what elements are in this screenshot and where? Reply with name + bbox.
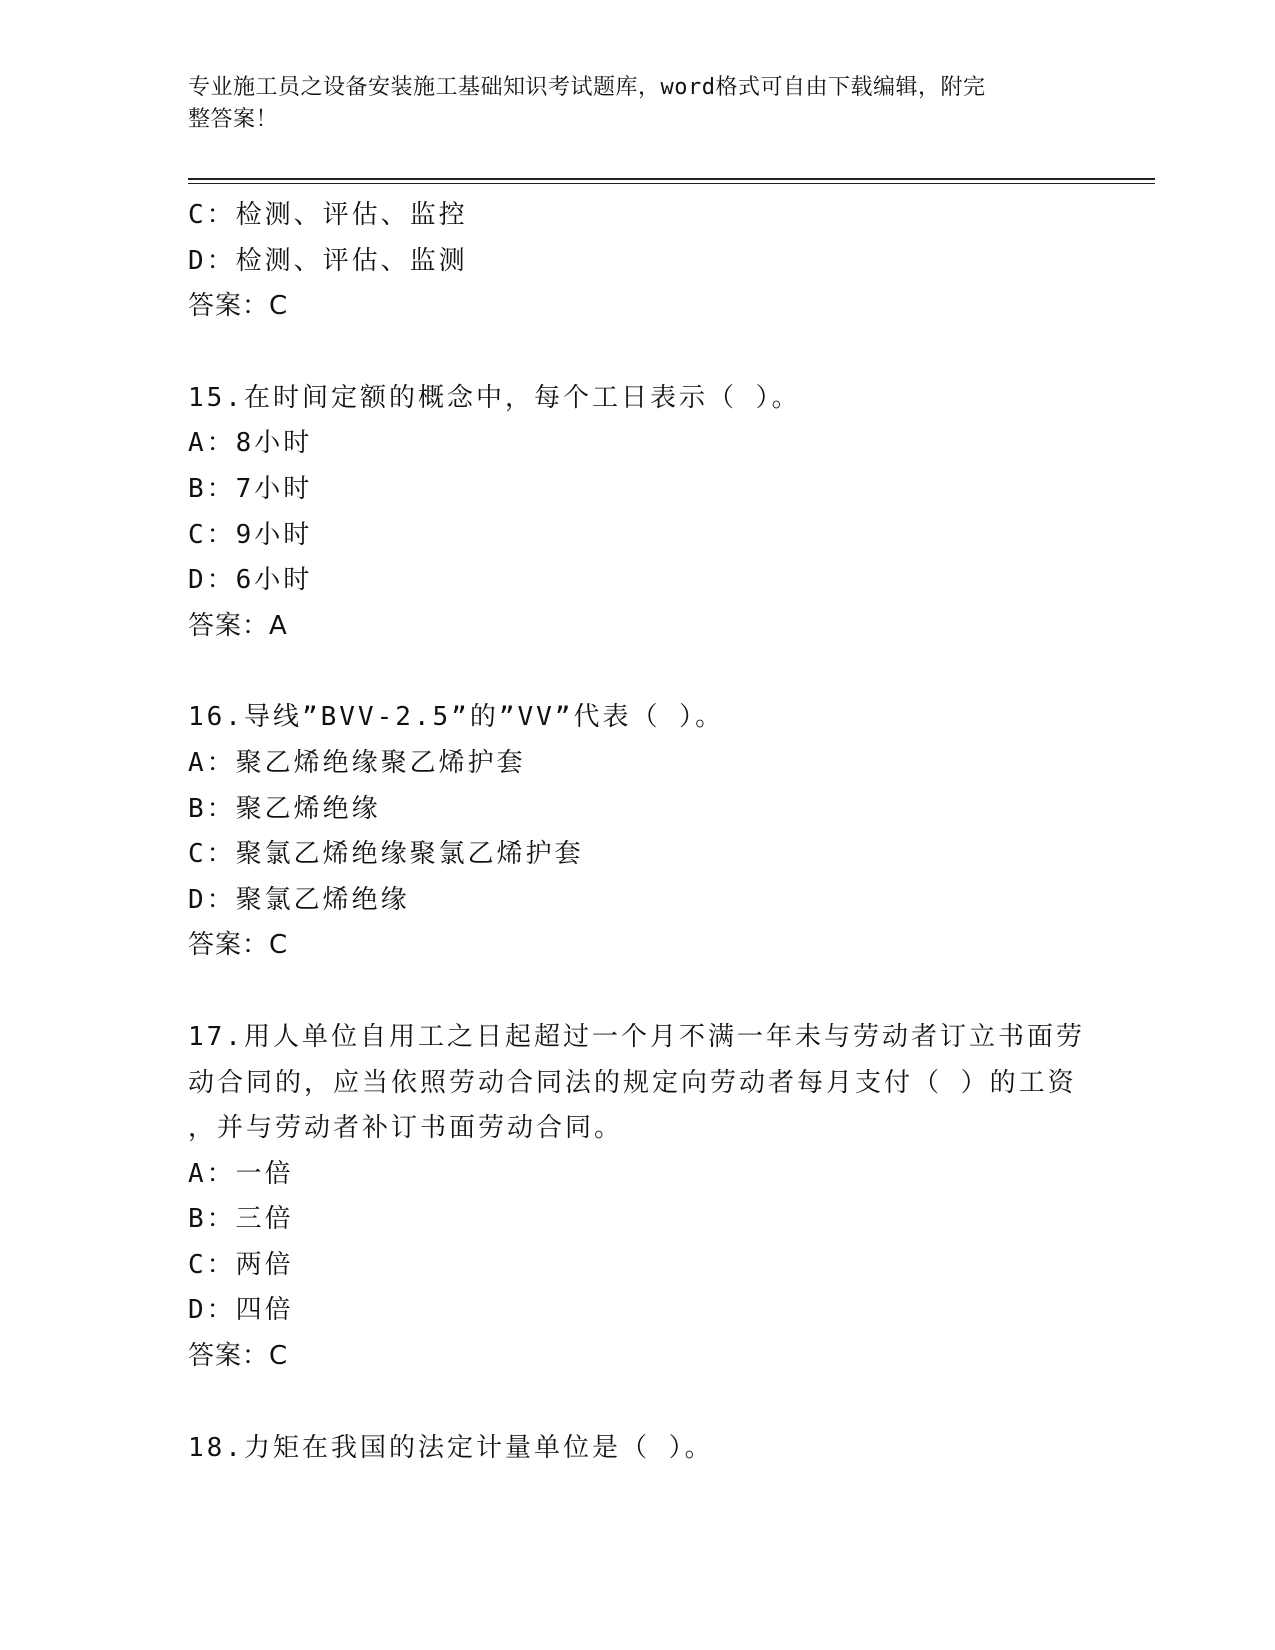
option-a: A：聚乙烯绝缘聚乙烯护套: [188, 747, 526, 778]
option-c: C：聚氯乙烯绝缘聚氯乙烯护套: [188, 839, 584, 870]
question-15: [188, 376, 1088, 650]
question-16: [188, 695, 1088, 969]
answer: 答案：A: [188, 610, 288, 641]
question-text-line-1: 17.用人单位自用工之日起超过一个月不满一年未与劳动者订立书面劳: [188, 1021, 1085, 1052]
option-b: B：聚乙烯绝缘: [188, 793, 381, 824]
question-list: [188, 193, 1088, 1471]
question-14: [188, 193, 1088, 330]
option-d: D：检测、评估、监测: [188, 245, 468, 276]
question-17: [188, 1015, 1088, 1380]
header-line-2: 整答案！: [188, 107, 279, 132]
option-a: A：一倍: [188, 1158, 294, 1189]
question-18: [188, 1426, 1088, 1472]
answer: 答案：C: [188, 930, 289, 961]
header-divider-thin: [188, 183, 1155, 184]
question-text: 18.力矩在我国的法定计量单位是（ ）。: [188, 1432, 714, 1463]
option-c: C：两倍: [188, 1249, 294, 1280]
option-b: B：7小时: [188, 473, 313, 504]
answer: 答案：C: [188, 291, 289, 322]
document-header: [188, 72, 1068, 136]
question-text: 16.导线”BVV-2.5”的”VV”代表（ ）。: [188, 702, 725, 733]
question-text-line-3: ，并与劳动者补订书面劳动合同。: [188, 1113, 624, 1144]
header-divider-thick: [188, 178, 1155, 180]
option-d: D：6小时: [188, 565, 313, 596]
option-a: A：8小时: [188, 428, 313, 459]
option-c: C：检测、评估、监控: [188, 200, 468, 230]
option-d: D：四倍: [188, 1295, 294, 1326]
option-d: D：聚氯乙烯绝缘: [188, 884, 410, 915]
question-text-line-2: 动合同的，应当依照劳动合同法的规定向劳动者每月支付（ ）的工资: [188, 1067, 1077, 1098]
option-b: B：三倍: [188, 1204, 294, 1235]
question-text: 15.在时间定额的概念中，每个工日表示（ ）。: [188, 382, 801, 413]
answer: 答案：C: [188, 1341, 289, 1372]
option-c: C：9小时: [188, 519, 313, 550]
header-line-1: 专业施工员之设备安装施工基础知识考试题库，word格式可自由下载编辑，附完: [188, 75, 986, 100]
